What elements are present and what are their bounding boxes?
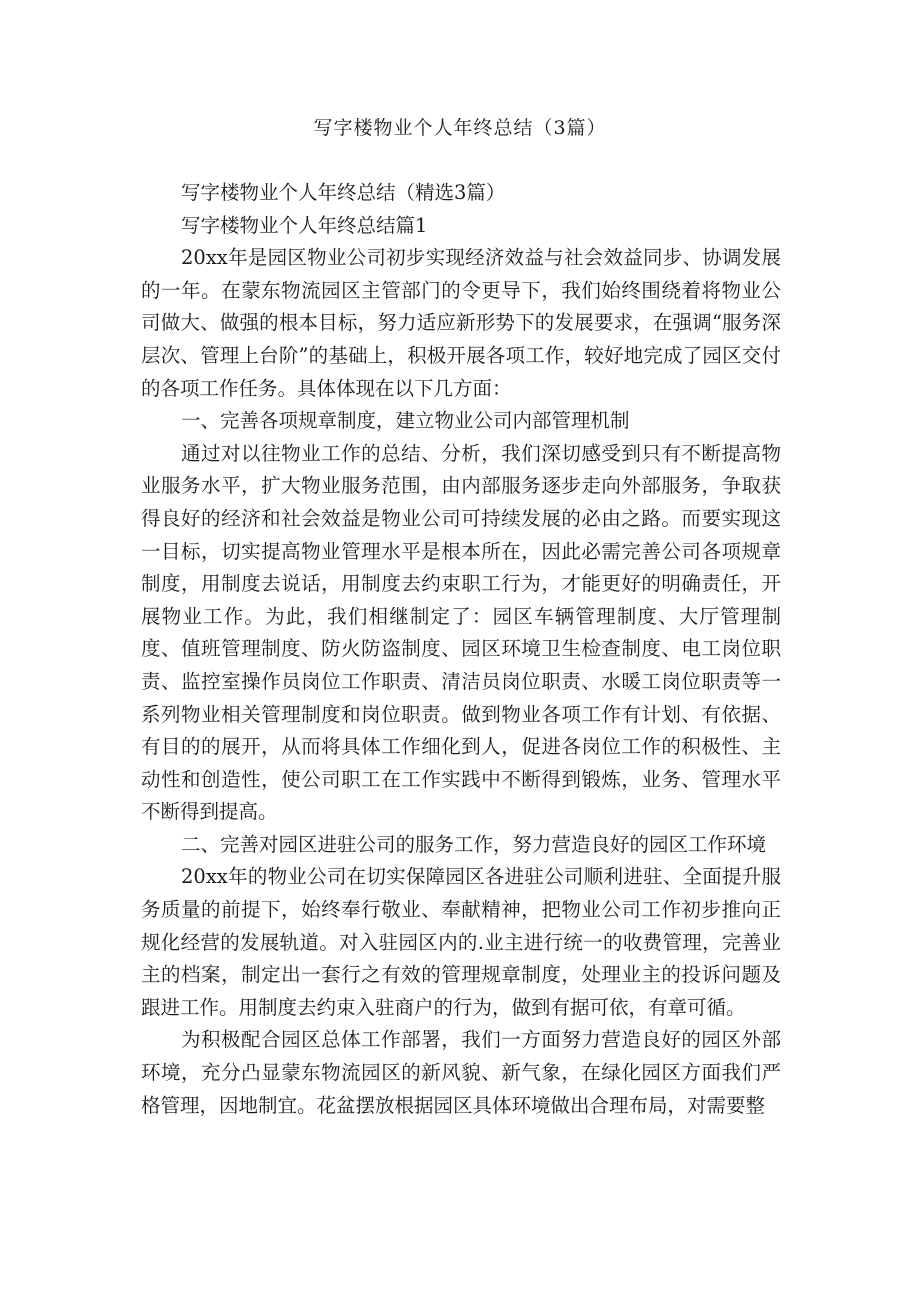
section-heading-2: 二、完善对园区进驻公司的服务工作，努力营造良好的园区工作环境	[181, 832, 767, 856]
body-paragraph: 为积极配合园区总体工作部署，我们一方面努力营造良好的园区外部环境，充分凸显蒙东物流园区的新风貌、新气象，在绿化园区方面我们严格管理，因地制宜。花盆摆放根据园区具体环境做出合理布局，对需要整	[141, 1028, 781, 1117]
body-paragraph: 通过对以往物业工作的总结、分析，我们深切感受到只有不断提高物业服务水平，扩大物业服务范围，由内部服务逐步走向外部服务，争取获得良好的经济和社会效益是物业公司可持续发展的必由之路。而要实现这一目标，切实提高物业管理水平是根本所在，因此必需完善公司各项规章制度，用制度去说话，用制度去约束职工行为，才能更好的明确责任，开展物业工作。为此，我们相继制定了：园区车辆管理制度、大厅管理制度、值班管理制度、防火防盗制度、园区环境卫生检查制度、电工岗位职责、监控室操作员岗位工作职责、清洁员岗位职责、水暖工岗位职责等一系列物业相关管理制度和岗位职责。做到物业各项工作有计划、有依据、有目的的展开，从而将具体工作细化到人，促进各岗位工作的积极性、主动性和创造性，使公司职工在工作实践中不断得到锻炼，业务、管理水平不断得到提高。	[141, 441, 781, 824]
section-heading-part1: 写字楼物业个人年终总结篇1	[181, 213, 428, 237]
subtitle-paragraph: 写字楼物业个人年终总结（精选3篇）	[181, 181, 506, 204]
body-paragraph: 20xx年的物业公司在切实保障园区各进驻公司顺利进驻、全面提升服务质量的前提下，始终奉行敬业、奉献精神，把物业公司工作初步推向正规化经营的发展轨道。对入驻园区内的.业主进行统一的收费管理，完善业主的档案，制定出一套行之有效的管理规章制度，处理业主的投诉问题及跟进工作。用制度去约束入驻商户的行为，做到有据可依，有章可循。	[141, 865, 781, 1019]
body-paragraph: 20xx年是园区物业公司初步实现经济效益与社会效益同步、协调发展的一年。在蒙东物流园区主管部门的令更导下，我们始终围绕着将物业公司做大、做强的根本目标，努力适应新形势下的发展要求，在强调“服务深层次、管理上台阶”的基础上，积极开展各项工作，较好地完成了园区交付的各项工作任务。具体体现在以下几方面：	[141, 246, 781, 400]
section-heading-1: 一、完善各项规章制度，建立物业公司内部管理机制	[181, 409, 630, 433]
document-title: 写字楼物业个人年终总结（3篇）	[313, 117, 607, 139]
document-body	[141, 177, 781, 1122]
